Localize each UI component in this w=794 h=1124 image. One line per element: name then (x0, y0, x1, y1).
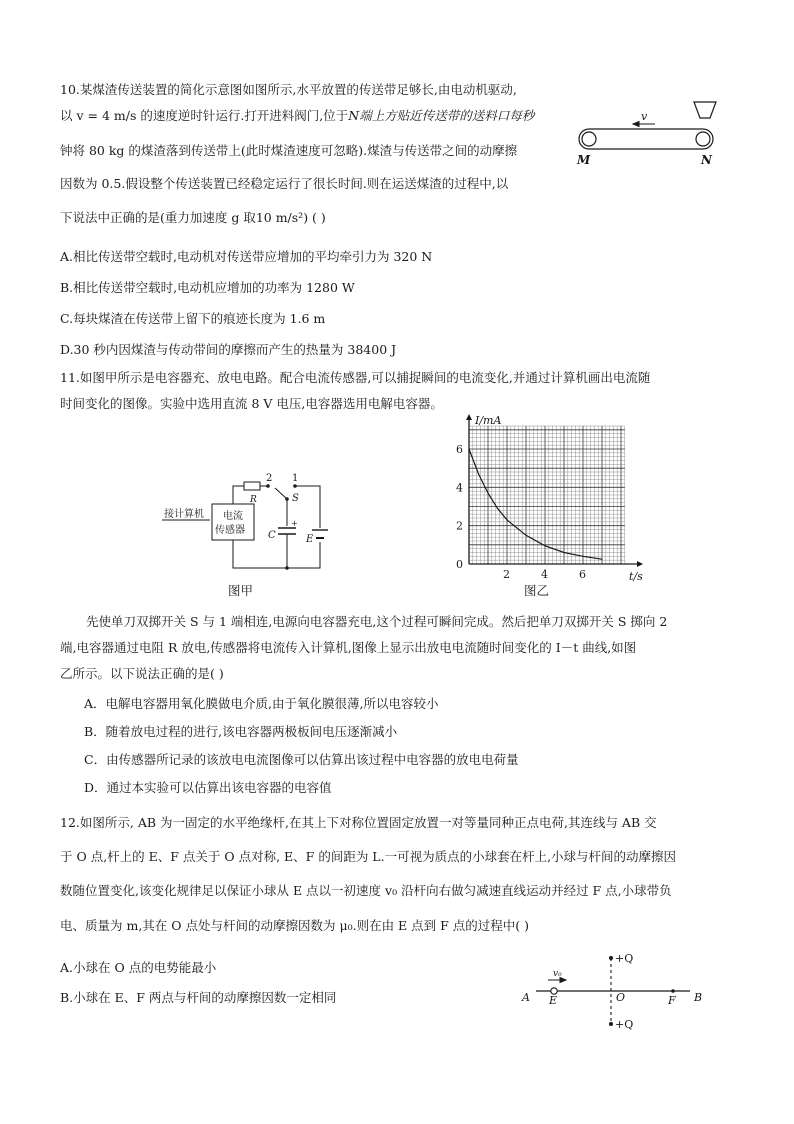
q11-paragraph-2: 端,电容器通过电阻 R 放电,传感器将电流传入计算机,图像上显示出放电电流随时间变化的 I－t 曲线,如图 (60, 640, 637, 655)
q10-line-4: 因数为 0.5.假设整个传送装置已经稳定运行了很长时间.则在运送煤渣的过程中,以 (60, 176, 509, 191)
q10-line-3: 钟将 80 kg 的煤渣落到传送带上(此时煤渣速度可忽略).煤渣与传送带之间的动摩擦 (60, 143, 518, 158)
charge-bottom-label: +Q (615, 1018, 634, 1031)
conveyor-belt (579, 129, 713, 149)
figure-yi-caption: 图乙 (524, 583, 550, 598)
x-tick-label: 4 (541, 568, 548, 581)
x-tick-label: 2 (503, 568, 510, 581)
curve-point (487, 492, 488, 493)
v0-label: v₀ (553, 969, 562, 979)
resistor-r (244, 482, 260, 490)
charges-rod-figure (518, 950, 718, 1032)
charge-top-label: +Q (615, 952, 634, 965)
q11-line-1: 11.如图甲所示是电容器充、放电电路。配合电流传感器,可以捕捉瞬间的电流变化,并通过计算机画出电流随 (60, 370, 651, 385)
y-axis-label: I/mA (475, 414, 502, 427)
q11-paragraph-3: 乙所示。以下说法正确的是( ) (60, 666, 224, 681)
figure-jia-caption: 图甲 (228, 583, 254, 598)
q12-line-3: 数随位置变化,该变化规律足以保证小球从 E 点以一初速度 v₀ 沿杆向右做匀减速直线运动并经过 F 点,小球带负 (60, 883, 672, 898)
label-n: N (701, 153, 712, 167)
discharge-current-chart (445, 414, 645, 588)
curve-point (478, 473, 479, 474)
resistor-label: R (250, 495, 257, 505)
computer-label: 接计算机 (164, 509, 204, 520)
point-f-dot (671, 989, 675, 993)
label-f: F (668, 994, 676, 1007)
charge-bottom-dot (609, 1022, 613, 1026)
q10-option-c: C.每块煤渣在传送带上留下的痕迹长度为 1.6 m (60, 311, 326, 326)
origin-label: 0 (456, 558, 463, 571)
battery-label: E (306, 534, 314, 545)
curve-point (544, 545, 545, 546)
q11-option-d: D．通过本实验可以估算出该电容器的电容值 (84, 780, 332, 795)
charge-top-dot (609, 956, 613, 960)
label-e: E (549, 994, 558, 1007)
q12-line-4: 电、质量为 m,其在 O 点处与杆间的动摩擦因数为 μ₀.则在由 E 点到 F 点的过程中( ) (60, 918, 529, 933)
capacitor-plus: + (291, 519, 298, 528)
y-tick-label: 6 (456, 443, 463, 456)
q11-option-c: C．由传感器所记录的该放电电流图像可以估算出该过程中电容器的放电电荷量 (84, 752, 519, 767)
x-axis-arrow-icon (637, 561, 643, 567)
label-b: B (694, 991, 703, 1004)
label-o: O (616, 991, 626, 1004)
switch-s-blade (275, 488, 287, 499)
curve-point (525, 535, 526, 536)
curve-point (497, 508, 498, 509)
q11-option-b: B．随着放电过程的进行,该电容器两极板间电压逐渐减小 (84, 724, 398, 739)
sensor-label-1: 电流 (223, 511, 243, 522)
node-1-label: 1 (292, 473, 299, 484)
capacitor-label: C (268, 530, 276, 541)
conveyor-figure (575, 96, 725, 168)
belt-velocity-label: v (641, 110, 648, 123)
q12-line-1: 12.如图所示, AB 为一固定的水平绝缘杆,在其上下对称位置固定放置一对等量同种正点电荷,其连线与 AB 交 (60, 815, 657, 830)
q10-option-b: B.相比传送带空载时,电动机应增加的功率为 1280 W (60, 280, 355, 295)
y-axis-arrow-icon (466, 414, 472, 420)
y-tick-label: 2 (456, 519, 463, 533)
hopper-icon (694, 102, 716, 118)
curve-point (582, 556, 583, 557)
curve-point (601, 559, 602, 560)
q10-option-a: A.相比传送带空载时,电动机对传送带应增加的平均牵引力为 320 N (60, 249, 433, 264)
q10-line-5: 下说法中正确的是(重力加速度 g 取10 m/s²) ( ) (60, 210, 326, 225)
label-m: M (577, 153, 591, 167)
q11-option-a: A．电解电容器用氧化膜做电介质,由于氧化膜很薄,所以电容较小 (84, 696, 439, 711)
q12-option-a: A.小球在 O 点的电势能最小 (60, 960, 217, 975)
node-2-label: 2 (266, 473, 273, 484)
q12-option-b: B.小球在 E、F 两点与杆间的动摩擦因数一定相同 (60, 990, 337, 1005)
label-a: A (522, 991, 530, 1004)
q11-paragraph-1: 先使单刀双掷开关 S 与 1 端相连,电源向电容器充电,这个过程可瞬间完成。然后把单刀双掷开关 S 掷向 2 (86, 614, 668, 629)
y-tick-label: 4 (456, 481, 463, 495)
q10-line-2b: N端上方贴近传送带的送料口每秒 (348, 108, 535, 123)
curve-point (506, 519, 507, 520)
q12-line-2: 于 O 点,杆上的 E、F 点关于 O 点对称, E、F 的间距为 L.一可视为质点的小球套在杆上,小球与杆间的动摩擦因 (60, 849, 677, 864)
q11-line-2: 时间变化的图像。实验中选用直流 8 V 电压,电容器选用电解电容器。 (60, 396, 443, 411)
curve-point (468, 448, 469, 449)
curve-point (563, 552, 564, 553)
x-tick-label: 6 (579, 568, 586, 581)
discharge-curve (469, 449, 602, 559)
q10-line-2 (60, 108, 534, 124)
q10-line-2a: 以 v = 4 m/s 的速度逆时针运行.打开进料阀门,位于 (60, 108, 349, 123)
x-axis-label: t/s (629, 570, 643, 583)
q10-option-d: D.30 秒内因煤渣与传动带间的摩擦而产生的热量为 38400 J (60, 342, 397, 357)
switch-label: S (292, 493, 299, 504)
q10-line-1: 10.某煤渣传送装置的简化示意图如图所示,水平放置的传送带足够长,由电动机驱动, (60, 82, 517, 97)
sensor-label-2: 传感器 (215, 525, 245, 536)
